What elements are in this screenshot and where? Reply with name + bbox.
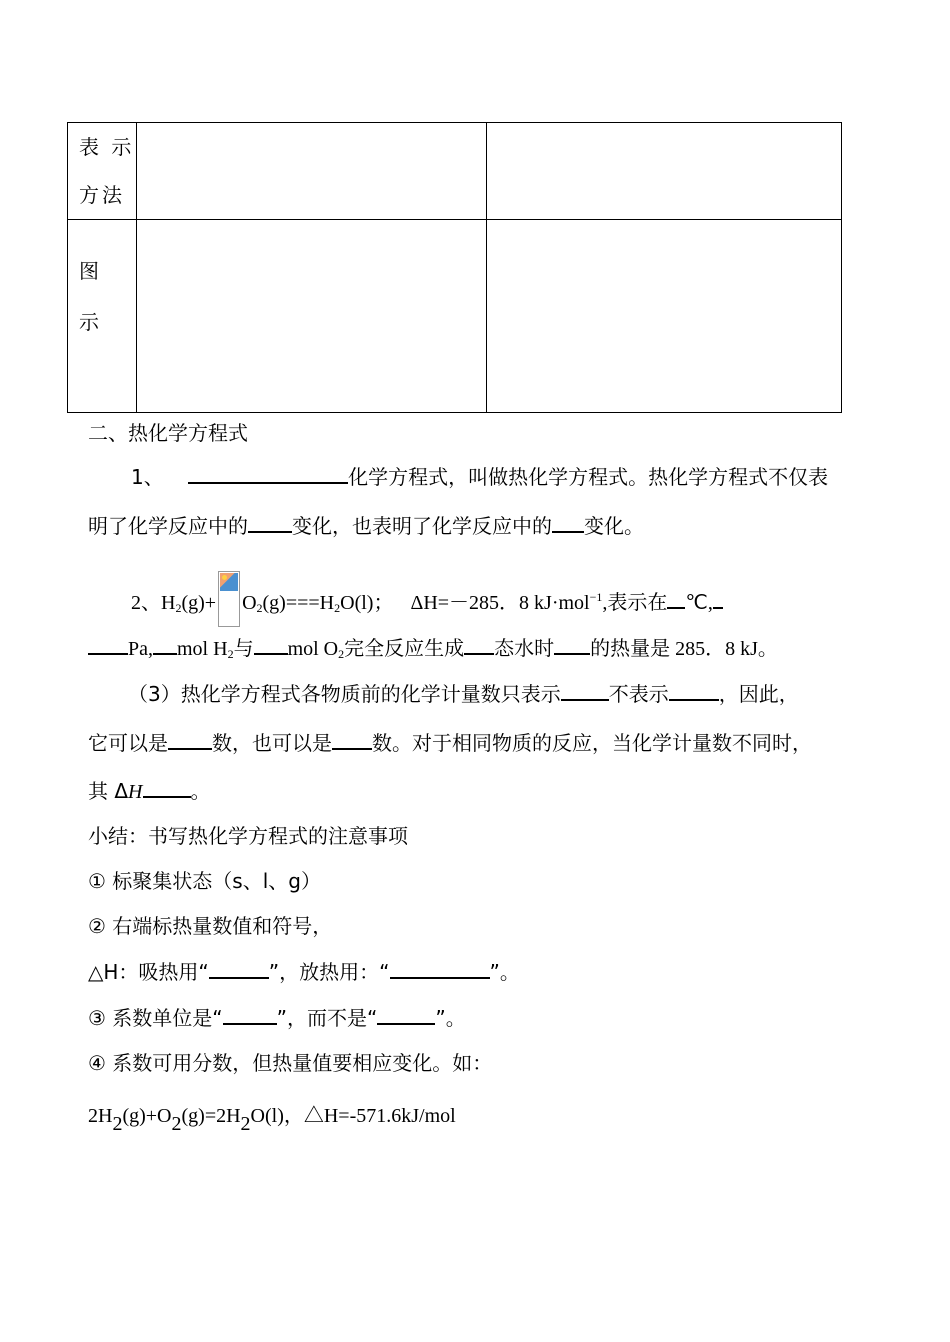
subscript: 2 [112, 1113, 123, 1135]
paragraph-3-line-2 [88, 728, 812, 757]
blank-underline[interactable] [464, 633, 494, 655]
text-span: ，因此， [718, 682, 799, 706]
text-span: 。 [190, 779, 211, 803]
text-span: 变化。 [584, 514, 644, 538]
paragraph-1-line-2 [88, 511, 644, 540]
row-label-representation [68, 123, 137, 220]
text-span: 其 Δ [88, 779, 129, 803]
item-number: 1、 [131, 465, 164, 489]
subscript: 2 [175, 601, 182, 615]
text-span: 态水时 [494, 638, 555, 660]
text-span: 数，也可以是 [212, 731, 332, 755]
text-span: (g)+O [122, 1105, 172, 1127]
row-label-diagram [68, 220, 137, 413]
blank-underline[interactable] [561, 679, 609, 701]
table-cell-blank[interactable] [137, 220, 486, 413]
paragraph-1-line-1 [131, 462, 828, 491]
text-span: O(l)； [340, 592, 394, 614]
text-span: 变化，也表明了化学反应中的 [292, 514, 552, 538]
text-span: (g)===H [262, 592, 335, 614]
example-equation [88, 1102, 456, 1138]
blank-underline[interactable] [669, 679, 719, 701]
blank-underline[interactable] [390, 957, 490, 979]
text-span: ,表示在 [602, 592, 668, 614]
text-span: (g)+ [181, 592, 217, 614]
representation-table [67, 122, 842, 413]
subscript: 2 [240, 1113, 251, 1135]
text-span: 数。对于相同物质的反应，当化学计量数不同时， [372, 731, 812, 755]
summary-item-3 [88, 1003, 466, 1032]
paragraph-3-line-3 [88, 776, 211, 806]
table-row [68, 220, 842, 413]
text-span: ”。 [435, 1006, 466, 1030]
blank-underline[interactable] [88, 633, 128, 655]
blank-underline[interactable] [332, 728, 372, 750]
row-label-line: 方法 [79, 183, 125, 207]
blank-underline[interactable] [377, 1003, 435, 1025]
text-span: 不表示 [608, 682, 669, 706]
table-cell-blank[interactable] [137, 123, 486, 220]
text-span: 完全反应生成 [344, 638, 465, 660]
blank-underline[interactable] [554, 633, 590, 655]
text-span: 明了化学反应中的 [88, 514, 248, 538]
subscript: 2 [334, 601, 341, 615]
text-span: ”，放热用：“ [268, 960, 390, 984]
paragraph-2-line-2 [88, 633, 778, 668]
text-span: 2H [88, 1105, 113, 1127]
row-label-line: 示 [79, 310, 102, 334]
subscript: 2 [256, 601, 263, 615]
summary-item-2b [88, 957, 520, 986]
text-span: ”。 [489, 960, 520, 984]
blank-underline[interactable] [254, 633, 288, 655]
blank-underline[interactable] [667, 587, 685, 609]
text-span: 2、H [131, 592, 176, 614]
text-span: 它可以是 [88, 731, 168, 755]
blank-underline[interactable] [188, 462, 348, 484]
text-span: mol H [177, 638, 228, 660]
section-title: 二、热化学方程式 [88, 421, 248, 445]
paragraph-3-line-1 [128, 679, 799, 708]
summary-item-1: ① 标聚集状态（s、l、g） [88, 869, 321, 893]
italic-h: H [128, 781, 143, 803]
summary-title: 小结：书写热化学方程式的注意事项 [88, 824, 408, 848]
row-label-line: 图 [79, 259, 102, 283]
blank-underline[interactable] [223, 1003, 277, 1025]
blank-underline[interactable] [713, 587, 723, 609]
subscript: 2 [227, 647, 234, 661]
text-span: △H：吸热用“ [88, 960, 209, 984]
blank-underline[interactable] [209, 957, 269, 979]
subscript: 2 [338, 647, 345, 661]
table-row [68, 123, 842, 220]
text-span: （3）热化学方程式各物质前的化学计量数只表示 [128, 682, 561, 706]
text-span: O [242, 592, 257, 614]
superscript: −1 [589, 590, 603, 604]
fraction-image-icon [218, 571, 240, 627]
paragraph-2-line-1 [131, 571, 723, 627]
text-span: 化学方程式，叫做热化学方程式。热化学方程式不仅表 [348, 465, 829, 489]
blank-underline[interactable] [248, 511, 292, 533]
text-span: O(l)，△H=-571.6kJ/mol [250, 1105, 456, 1127]
text-span: Pa, [128, 638, 153, 660]
text-span: ③ 系数单位是“ [88, 1006, 223, 1030]
blank-underline[interactable] [143, 776, 191, 798]
blank-underline[interactable] [552, 511, 584, 533]
text-span: 的热量是 285．8 kJ。 [590, 638, 778, 660]
table-cell-blank[interactable] [486, 220, 841, 413]
text-span: mol O [287, 638, 339, 660]
summary-item-4: ④ 系数可用分数，但热量值要相应变化。如： [88, 1051, 493, 1075]
blank-underline[interactable] [168, 728, 212, 750]
text-span: ℃, [685, 592, 713, 614]
enthalpy-text: ΔH=－285．8 kJ·mol [410, 592, 590, 614]
text-span: 与 [233, 638, 254, 660]
text-span: (g)=2H [181, 1105, 241, 1127]
row-label-line: 表 示 [79, 135, 135, 159]
blank-underline[interactable] [153, 633, 177, 655]
text-span: ”，而不是“ [276, 1006, 378, 1030]
subscript: 2 [171, 1113, 182, 1135]
table-cell-blank[interactable] [486, 123, 841, 220]
summary-item-2: ② 右端标热量数值和符号， [88, 914, 333, 938]
